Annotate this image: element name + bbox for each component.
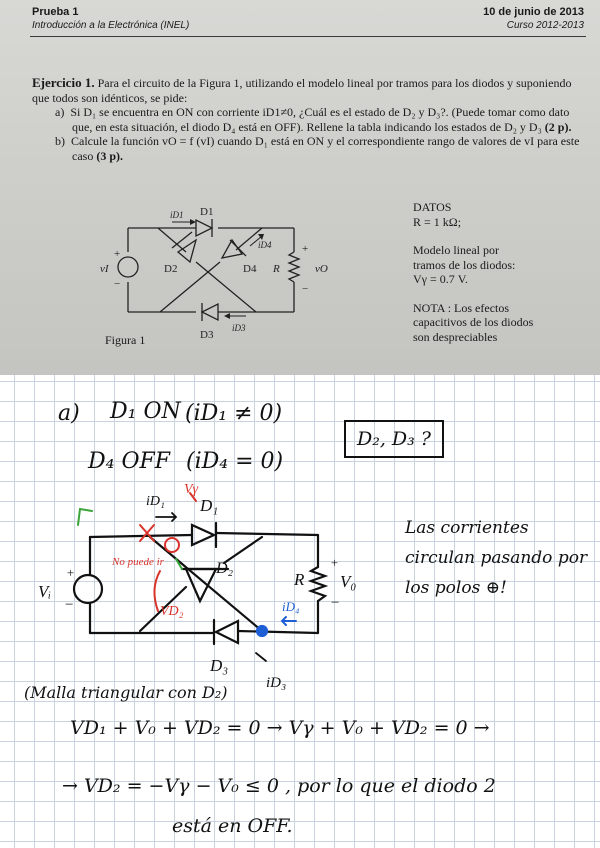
label-id3: iD3 — [232, 323, 246, 333]
label-vo-plus: + — [302, 243, 309, 255]
header-date: 10 de junio de 2013 — [483, 6, 584, 18]
hw-label-r: R — [294, 570, 305, 589]
hw-diode-d2 — [186, 569, 216, 601]
item-b-points: (3 p). — [96, 148, 123, 163]
hw-source-plus: + — [66, 565, 75, 580]
diode-d4-bar — [230, 240, 246, 256]
hw-red-plus-circle — [165, 538, 179, 552]
hw-label-id4: iD₄ — [282, 599, 300, 614]
item-b-label: b) — [55, 134, 65, 148]
arrow-id3-head — [224, 313, 230, 319]
label-vi-minus: − — [114, 278, 121, 290]
voltage-source — [118, 257, 138, 277]
hw-source-minus: − — [64, 597, 75, 613]
hw-diode-d3 — [216, 621, 238, 643]
label-r: R — [273, 263, 280, 275]
datos-model-2: tramos de los diodos: — [413, 257, 516, 272]
hw-blue-arrow — [282, 617, 296, 625]
label-vi-plus: + — [114, 248, 121, 260]
hw-label-d1: D₁ — [200, 496, 219, 515]
hw-label-id1: iD₁ — [146, 494, 165, 509]
hw-label-vi: Vᵢ — [38, 582, 52, 601]
note-d4-off: D₄ OFF — [88, 449, 171, 474]
hw-green-arrow-top — [78, 509, 92, 525]
hw-arrow-id3 — [256, 653, 266, 661]
hw-arrow-id1 — [156, 513, 176, 521]
hw-blue-node — [257, 626, 267, 636]
label-d4: D4 — [243, 263, 257, 275]
label-vo: vO — [315, 263, 328, 275]
hw-voltage-source — [74, 575, 102, 603]
exercise-heading: Ejercicio 1. — [32, 75, 95, 90]
label-id1: iD1 — [170, 210, 184, 220]
note-part-a: a) — [58, 401, 80, 426]
item-b-text: Calcule la función vO = f (vI) cuando D₁ está en ON y el correspondiente rango de valores de vI para este caso — [71, 134, 580, 163]
datos-model-1: Modelo lineal por — [413, 243, 499, 257]
datos-note-2: capacitivos de los diodos — [413, 315, 534, 329]
note-eq3: está en OFF. — [172, 815, 293, 837]
exam-sheet — [0, 0, 600, 375]
arrow-id1-head — [190, 219, 196, 225]
header-title: Prueba 1 — [32, 6, 79, 18]
note-d1-on: D₁ ON — [110, 399, 181, 424]
note-eq1: VD₁ + V₀ + VD₂ = 0 → Vγ + V₀ + VD₂ = 0 → — [70, 717, 490, 739]
label-d1: D1 — [200, 206, 214, 218]
hw-r-plus: + — [330, 555, 339, 570]
hw-wire-top-left — [90, 535, 192, 537]
diode-d2 — [178, 240, 196, 262]
label-vo-minus: − — [302, 283, 309, 295]
diode-d3 — [202, 304, 218, 320]
label-vi: vI — [100, 263, 109, 275]
hw-wire-bottom-right — [238, 631, 318, 633]
note-currents: Las corrientes circulan pasando por los polos ⊕! — [405, 518, 588, 598]
note-id4-zero: (iD₄ = 0) — [186, 449, 284, 474]
hw-label-id3: iD₃ — [266, 675, 287, 691]
resistor-r — [289, 252, 299, 282]
label-id4: iD4 — [258, 240, 272, 250]
item-a-points: (2 p). — [544, 119, 572, 134]
note-mesh: (Malla triangular con D₂) — [24, 683, 228, 702]
figure-caption: Figura 1 — [105, 333, 146, 347]
hw-label-vd2: VD₂ — [160, 604, 184, 619]
note-eq2: → VD₂ = −Vγ − V₀ ≤ 0 , por lo que el diodo 2 — [62, 775, 496, 797]
hw-r-minus: − — [330, 595, 341, 611]
label-d3: D3 — [200, 329, 214, 341]
item-a-label: a) — [55, 105, 65, 119]
datos-r: R = 1 kΩ; — [413, 214, 462, 229]
hw-label-d2: D₂ — [216, 560, 234, 577]
data-panel — [413, 200, 573, 344]
question-box: D₂, D₃ ? — [344, 420, 444, 458]
hw-label-no-puede: No puede ir — [112, 556, 164, 568]
hw-wire-top-right — [216, 533, 318, 535]
item-a-text: Si D₁ se encuentra en ON con corriente iD1≠0, ¿Cuál es el estado de D₂ y D₃?. (Puede tomar como dato que, en esta situación, el diodo D₄ está en OFF). Rellene la tabla indicando los estados de D₂ y D₃ — [70, 105, 570, 134]
hw-label-d3: D₃ — [210, 656, 229, 675]
diode-d2-bar — [172, 232, 192, 248]
datos-note-1: NOTA : Los efectos — [413, 300, 510, 315]
diode-d1 — [196, 220, 212, 236]
hw-label-vg: Vγ — [184, 482, 199, 497]
hw-label-vo: V₀ — [340, 572, 357, 591]
label-d2: D2 — [164, 263, 178, 275]
note-id1-nonzero: (iD₁ ≠ 0) — [185, 401, 283, 426]
datos-note-3: son despreciables — [413, 329, 498, 344]
hw-diode-d1 — [192, 525, 214, 545]
exercise-intro-text: Para el circuito de la Figura 1, utilizando el modelo lineal por tramos para los diodos y suponiendo que todos son idénticos, se pide: — [32, 76, 572, 105]
header-course: Curso 2012-2013 — [506, 20, 584, 31]
notebook-page — [0, 375, 600, 848]
datos-model-3: Vγ = 0.7 V. — [413, 272, 468, 286]
header-subtitle: Introducción a la Electrónica (INEL) — [32, 20, 190, 31]
datos-title: DATOS — [413, 200, 452, 214]
hw-resistor — [311, 567, 325, 601]
